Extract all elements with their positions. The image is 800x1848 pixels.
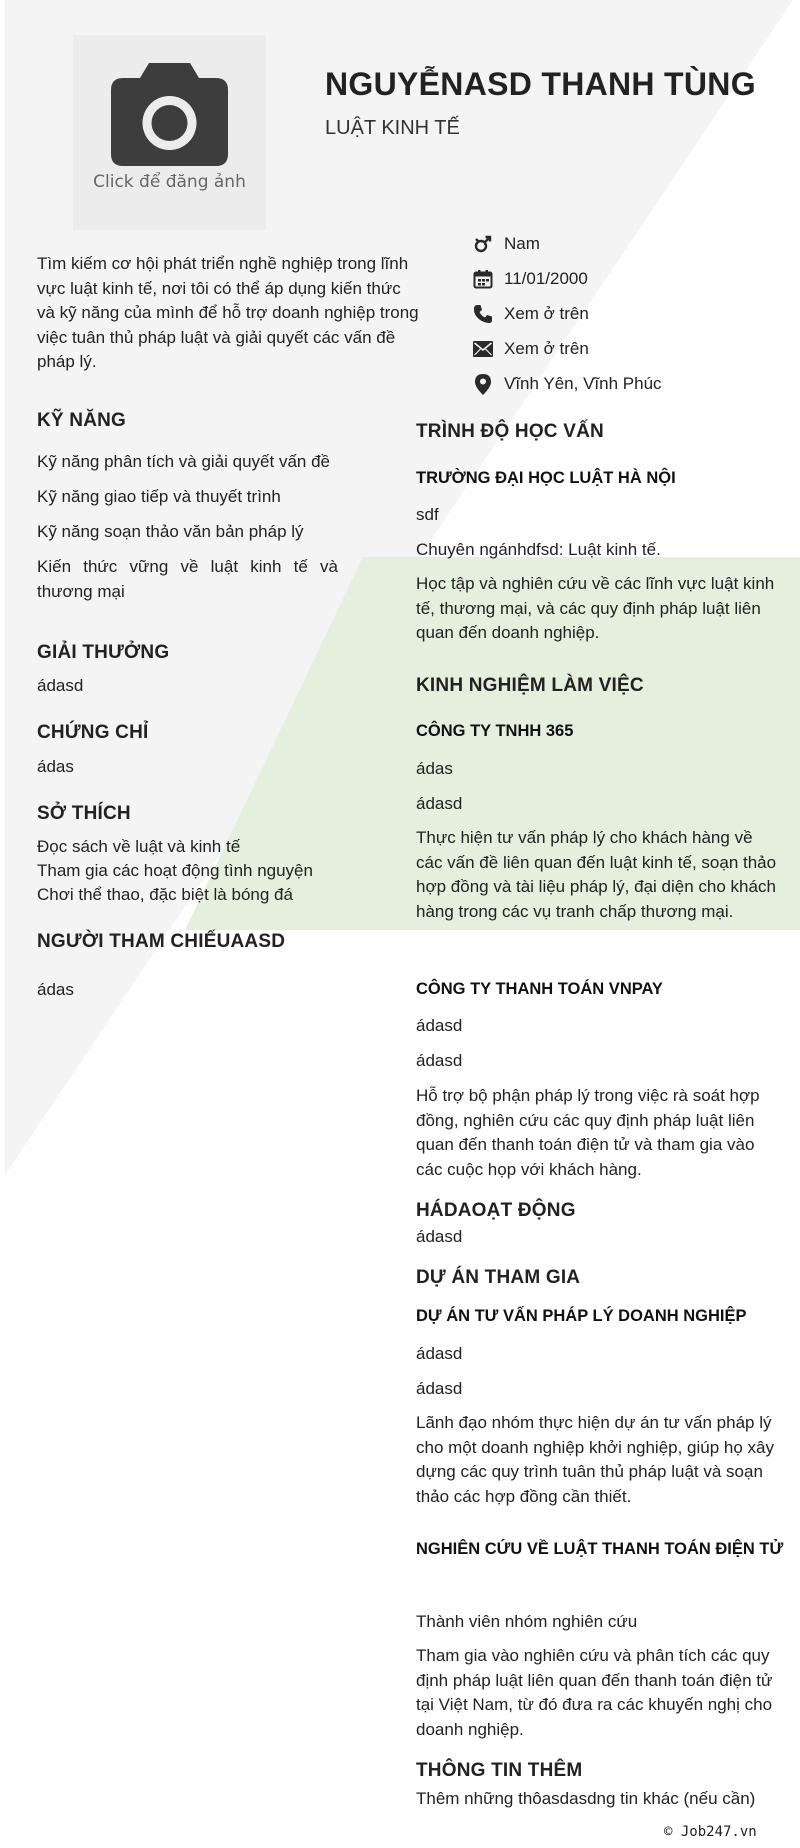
references-heading: NGƯỜI THAM CHIẾUAASD	[37, 931, 286, 952]
camera-icon	[111, 63, 228, 166]
email-value: Xem ở trên	[504, 339, 589, 358]
certificates-heading: CHỨNG CHỈ	[37, 722, 149, 743]
additional-info-heading: THÔNG TIN THÊM	[416, 1760, 583, 1781]
project-role: Thành viên nhóm nghiên cứu	[416, 1612, 638, 1631]
hobby-item: Chơi thể thao, đặc biệt là bóng đá	[37, 885, 293, 904]
additional-info-text: Thêm những thôasdasdng tin khác (nếu cần)	[416, 1789, 756, 1808]
hobbies-heading: SỞ THÍCH	[37, 803, 131, 824]
education-major: Chuyên ngánhdfsd: Luật kinh tế.	[416, 540, 661, 559]
contact-phone	[472, 301, 782, 327]
project-description: Lãnh đạo nhóm thực hiện dự án tư vấn pháp lý cho một doanh nghiệp khởi nghiệp, giúp họ xây dựng các quy trình tuân thủ pháp luật và soạn thảo các hợp đồng cần thiết.	[416, 1413, 775, 1506]
phone-icon	[472, 303, 494, 325]
footer-watermark: © Job247.vn	[664, 1824, 757, 1840]
company-name: CÔNG TY TNHH 365	[416, 722, 574, 740]
education-time: sdf	[416, 505, 439, 524]
gender-value: Nam	[504, 234, 540, 253]
projects-heading: DỰ ÁN THAM GIA	[416, 1267, 581, 1288]
contact-email	[472, 336, 782, 362]
skill-item: Kỹ năng soạn thảo văn bản pháp lý	[37, 522, 304, 541]
job-description: Hỗ trợ bộ phận pháp lý trong việc rà soát hợp đồng, nghiên cứu các quy định pháp luật liên quan đến thanh toán điện tử và tham gia vào các cuộc họp với khách hàng.	[416, 1086, 760, 1179]
job-time: ádasd	[416, 1016, 463, 1035]
education-description: Học tập và nghiên cứu về các lĩnh vực luật kinh tế, thương mại, và các quy định pháp luật liên quan đến doanh nghiệp.	[416, 574, 775, 642]
awards-text: ádasd	[37, 676, 84, 695]
gender-icon	[472, 233, 494, 255]
school-name: TRƯỜNG ĐẠI HỌC LUẬT HÀ NỘI	[416, 469, 676, 487]
photo-caption: Click để đăng ảnh	[93, 172, 246, 192]
project-time: ádasd	[416, 1344, 463, 1363]
skill-item: Kiến thức vững về luật kinh tế và thương mại	[37, 557, 338, 601]
job-time: ádas	[416, 759, 453, 778]
project-name: DỰ ÁN TƯ VẤN PHÁP LÝ DOANH NGHIỆP	[416, 1307, 747, 1325]
contact-birthday	[472, 266, 782, 292]
skills-heading: KỸ NĂNG	[37, 410, 127, 431]
contact-gender	[472, 231, 782, 257]
experience-heading: KINH NGHIỆM LÀM VIỆC	[416, 675, 644, 696]
activities-text: ádasd	[416, 1227, 463, 1246]
project-role: ádasd	[416, 1379, 463, 1398]
company-name: CÔNG TY THANH TOÁN VNPAY	[416, 980, 663, 998]
project-name: NGHIÊN CỨU VỀ LUẬT THANH TOÁN ĐIỆN TỬ	[416, 1540, 784, 1558]
skill-item: Kỹ năng phân tích và giải quyết vấn đề	[37, 452, 330, 471]
skill-item: Kỹ năng giao tiếp và thuyết trình	[37, 487, 281, 506]
career-objective: Tìm kiếm cơ hội phát triển nghề nghiệp trong lĩnh vực luật kinh tế, nơi tôi có thể áp dụng kiến thức và kỹ năng của mình để hỗ trợ doanh nghiệp trong việc tuân thủ pháp luật và giải quyết các vấn đề pháp lý.	[37, 254, 419, 371]
job-position: ádasd	[416, 1051, 463, 1070]
location-pin-icon	[472, 373, 494, 395]
full-name: NGUYỄNASD THANH TÙNG	[325, 66, 756, 102]
job-position: ádasd	[416, 794, 463, 813]
references-text: ádas	[37, 980, 74, 999]
photo-upload[interactable]	[73, 35, 266, 230]
contact-address	[472, 371, 782, 397]
hobby-item: Tham gia các hoạt động tình nguyện	[37, 861, 313, 880]
hobby-item: Đọc sách về luật và kinh tế	[37, 837, 241, 856]
address-value: Vĩnh Yên, Vĩnh Phúc	[504, 374, 662, 393]
birthday-value: 11/01/2000	[504, 269, 588, 288]
job-title: LUẬT KINH TẾ	[325, 117, 460, 139]
awards-heading: GIẢI THƯỞNG	[37, 642, 170, 663]
envelope-icon	[472, 338, 494, 360]
activities-heading: HÁDAOẠT ĐỘNG	[416, 1200, 576, 1221]
job-description: Thực hiện tư vấn pháp lý cho khách hàng về các vấn đề liên quan đến luật kinh tế, soạn thảo hợp đồng và tài liệu pháp lý, đại diện cho khách hàng trong các vụ tranh chấp thương mại.	[416, 828, 777, 921]
calendar-icon	[472, 268, 494, 290]
project-description: Tham gia vào nghiên cứu và phân tích các quy định pháp luật liên quan đến thanh toán điện tử tại Việt Nam, từ đó đưa ra các khuyến nghị cho doanh nghiệp.	[416, 1646, 773, 1739]
certificates-text: ádas	[37, 757, 74, 776]
phone-value: Xem ở trên	[504, 304, 589, 323]
education-heading: TRÌNH ĐỘ HỌC VẤN	[416, 421, 604, 442]
